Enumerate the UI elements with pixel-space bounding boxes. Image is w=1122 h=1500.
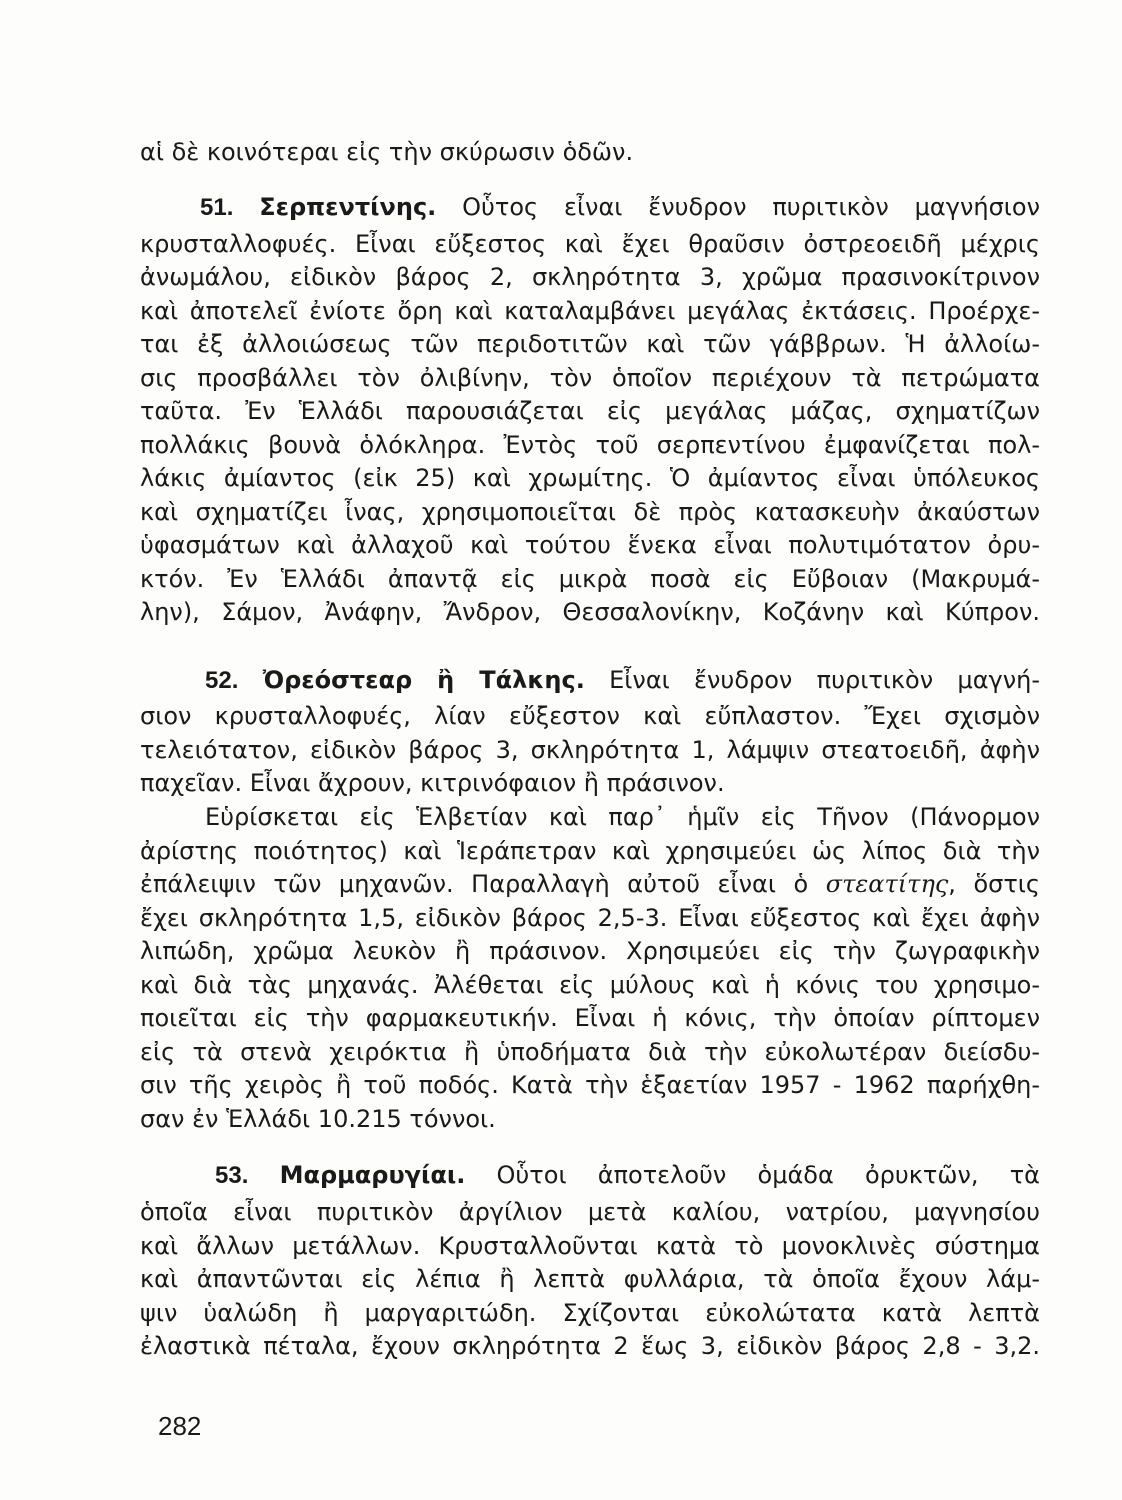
text-line: πολλάκις βουνὰ ὁλόκληρα. Ἐντὸς τοῦ σερπεντίνου ἐμφανίζεται πολ-	[140, 431, 1040, 459]
text-line: ἀνωμάλου, εἰδικὸν βάρος 2, σκληρότητα 3, χρῶμα πρασινοκίτρινον	[140, 263, 1040, 291]
section-number: 51.	[200, 194, 234, 221]
text-line: ὑφασμάτων καὶ ἀλλαχοῦ καὶ τούτου ἕνεκα εἶναι πολυτιμότατον ὀρυ-	[140, 531, 1040, 559]
text-line: λιπώδη, χρῶμα λευκὸν ἢ πράσινον. Χρησιμεύει εἰς τὴν ζωγραφικὴν	[140, 937, 1040, 965]
paragraph-start: Εὑρίσκεται εἰς Ἑλβετίαν καὶ παρ᾽ ἡμῖν εἰς Τῆνον (Πάνορμον	[205, 803, 1040, 831]
section-title: Μαρμαρυγίαι.	[279, 1161, 466, 1189]
text-line: καὶ διὰ τὰς μηχανάς. Ἀλέθεται εἰς μύλους καὶ ἡ κόνις του χρησιμο-	[140, 971, 1040, 999]
page-number: 282	[158, 1411, 202, 1441]
text-line: ταῦτα. Ἐν Ἑλλάδι παρουσιάζεται εἰς μεγάλας μάζας, σχηματίζων	[140, 397, 1040, 425]
section-heading-53: 53. Μαρμαρυγίαι. Οὗτοι ἀποτελοῦν ὁμάδα ὀρυκτῶν, τὰ	[215, 1161, 1040, 1189]
text-line: ψιν ὑαλώδη ἢ μαργαριτώδη. Σχίζονται εὐκολώτατα κατὰ λεπτὰ	[140, 1299, 1040, 1327]
italic-term: στεατίτης	[825, 870, 949, 898]
section-number: 52.	[205, 667, 239, 694]
text-line: κτόν. Ἐν Ἑλλάδι ἀπαντᾷ εἰς μικρὰ ποσὰ εἰς Εὔβοιαν (Μακρυμά-	[140, 565, 1040, 593]
text-line: παχεῖαν. Εἶναι ἄχρουν, κιτρινόφαιον ἢ πράσινον.	[140, 769, 725, 797]
text-line: καὶ σχηματίζει ἶνας, χρησιμοποιεῖται δὲ πρὸς κατασκευὴν ἀκαύστων	[140, 498, 1040, 526]
text-line: ἐλαστικὰ πέταλα, ἔχουν σκληρότητα 2 ἕως 3, εἰδικὸν βάρος 2,8 - 3,2.	[140, 1332, 1040, 1360]
text-line: καὶ ἀπαντῶνται εἰς λέπια ἢ λεπτὰ φυλλάρια, τὰ ὁποῖα ἔχουν λάμ-	[140, 1265, 1040, 1293]
text-line: ἀρίστης ποιότητος) καὶ Ἱεράπετραν καὶ χρησιμεύει ὡς λίπος διὰ τὴν	[140, 837, 1040, 865]
text-line: λάκις ἀμίαντος (εἰκ 25) καὶ χρωμίτης. Ὁ ἀμίαντος εἶναι ὑπόλευκος	[140, 464, 1040, 492]
text-line: ἐπάλειψιν τῶν μηχανῶν. Παραλλαγὴ αὐτοῦ εἶναι ὁ στεατίτης, ὅστις	[140, 870, 1040, 898]
text-line: ἔχει σκληρότητα 1,5, εἰδικὸν βάρος 2,5-3. Εἶναι εὔξεστος καὶ ἔχει ἀφὴν	[140, 904, 1040, 932]
text-line: καὶ ἀποτελεῖ ἐνίοτε ὄρη καὶ καταλαμβάνει μεγάλας ἐκτάσεις. Προέρχε-	[140, 297, 1040, 325]
text-line: κρυσταλλοφυές. Εἶναι εὔξεστος καὶ ἔχει θραῦσιν ὀστρεοειδῆ μέχρις	[140, 230, 1040, 258]
text-line: τελειότατον, εἰδικὸν βάρος 3, σκληρότητα 1, λάμψιν στεατοειδῆ, ἀφὴν	[140, 736, 1040, 764]
text-line: εἰς τὰ στενὰ χειρόκτια ἢ ὑποδήματα διὰ τὴν εὐκολωτέραν διείσδυ-	[140, 1038, 1040, 1066]
text-line: σις προσβάλλει τὸν ὀλιβίνην, τὸν ὁποῖον περιέχουν τὰ πετρώματα	[140, 364, 1040, 392]
section-heading-51: 51. Σερπεντίνης. Οὗτος εἶναι ἔνυδρον πυριτικὸν μαγνήσιον	[200, 193, 1040, 221]
text-line: ται ἐξ ἀλλοιώσεως τῶν περιδοτιτῶν καὶ τῶν γάββρων. Ἡ ἀλλοίω-	[140, 330, 1040, 358]
text-line: σιον κρυσταλλοφυές, λίαν εὔξεστον καὶ εὔπλαστον. Ἔχει σχισμὸν	[140, 702, 1040, 730]
section-title: Σερπεντίνης.	[259, 193, 437, 221]
section-number: 53.	[215, 1162, 249, 1189]
text-line: λην), Σάμον, Ἀνάφην, Ἄνδρον, Θεσσαλονίκην, Κοζάνην καὶ Κύπρον.	[140, 598, 1040, 626]
text-line: καὶ ἄλλων μετάλλων. Κρυσταλλοῦνται κατὰ τὸ μονοκλινὲς σύστημα	[140, 1232, 1040, 1260]
text-line: σαν ἐν Ἑλλάδι 10.215 τόννοι.	[140, 1105, 496, 1133]
text-line: ὁποῖα εἶναι πυριτικὸν ἀργίλιον μετὰ καλίου, νατρίου, μαγνησίου	[140, 1198, 1040, 1226]
section-heading-52: 52. Ὀρεόστεαρ ἢ Τάλκης. Εἶναι ἔνυδρον πυριτικὸν μαγνή-	[205, 666, 1040, 694]
section-title: Ὀρεόστεαρ ἢ Τάλκης.	[262, 666, 585, 694]
text-line: αἱ δὲ κοινότεραι εἰς τὴν σκύρωσιν ὁδῶν.	[140, 138, 634, 166]
text-line: σιν τῆς χειρὸς ἢ τοῦ ποδός. Κατὰ τὴν ἑξαετίαν 1957 - 1962 παρήχθη-	[140, 1071, 1040, 1099]
text-line: ποιεῖται εἰς τὴν φαρμακευτικήν. Εἶναι ἡ κόνις, τὴν ὁποίαν ρίπτομεν	[140, 1004, 1040, 1032]
